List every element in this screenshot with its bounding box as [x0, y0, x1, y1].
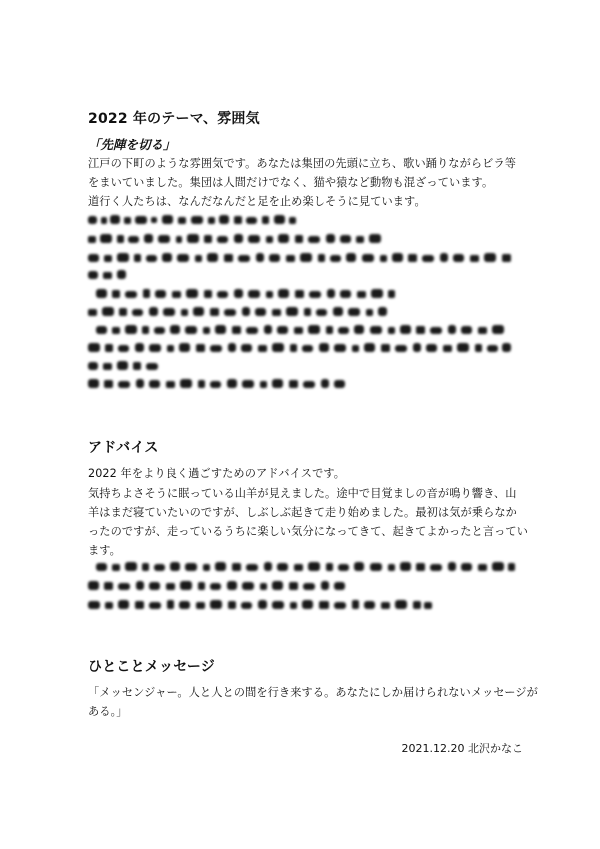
section-theme-subheading: 「先陣を切る」: [88, 137, 176, 152]
section-advice-heading: アドバイス: [88, 440, 159, 456]
date-author-signature: 2021.12.20 北沢かなこ: [401, 742, 523, 755]
message-text-line: 「メッセンジャー。人と人との間を行き来する。あなたにしか届けられないメッセージが: [88, 686, 538, 699]
advice-text-line: ます。: [88, 544, 121, 557]
advice-text-line: 気持ちよさそうに眠っている山羊が見えました。途中で目覚ましの音が鳴り響き、山: [88, 487, 517, 500]
redacted-text-line: [88, 342, 513, 354]
redacted-text-line: [88, 269, 128, 281]
redacted-text-line: [88, 233, 388, 245]
theme-text-line: 江戸の下町のような雰囲気です。あなたは集団の先頭に立ち、歌い踊りながらビラ等: [88, 157, 517, 170]
section-message-heading: ひとことメッセージ: [88, 659, 215, 675]
message-text-line: ある。」: [88, 705, 128, 718]
advice-text-line: ったのですが、走っているうちに楽しい気分になってきて、起きてよかったと言ってい: [88, 525, 528, 538]
redacted-text-line: [96, 288, 396, 300]
theme-text-line: をまいていました。集団は人間だけでなく、猫や猿など動物も混ざっています。: [88, 176, 494, 189]
advice-text-line: 羊はまだ寝ていたいのですが、しぶしぶ起きて走り始めました。最初は気が乗らなか: [88, 506, 517, 519]
redacted-text-line: [88, 378, 350, 390]
theme-text-line: 道行く人たちは、なんだなんだと足を止め楽しそうに見ています。: [88, 195, 426, 208]
redacted-text-line: [88, 599, 433, 611]
redacted-text-line: [88, 580, 348, 592]
section-theme-heading: 2022 年のテーマ、雰囲気: [88, 111, 260, 127]
advice-text-line: 2022 年をより良く過ごすためのアドバイスです。: [88, 467, 346, 480]
redacted-text-line: [88, 214, 298, 226]
redacted-text-line: [96, 324, 506, 336]
redacted-text-line: [88, 252, 518, 264]
redacted-text-line: [88, 360, 163, 372]
redacted-text-line: [96, 561, 516, 573]
redacted-text-line: [88, 306, 388, 318]
